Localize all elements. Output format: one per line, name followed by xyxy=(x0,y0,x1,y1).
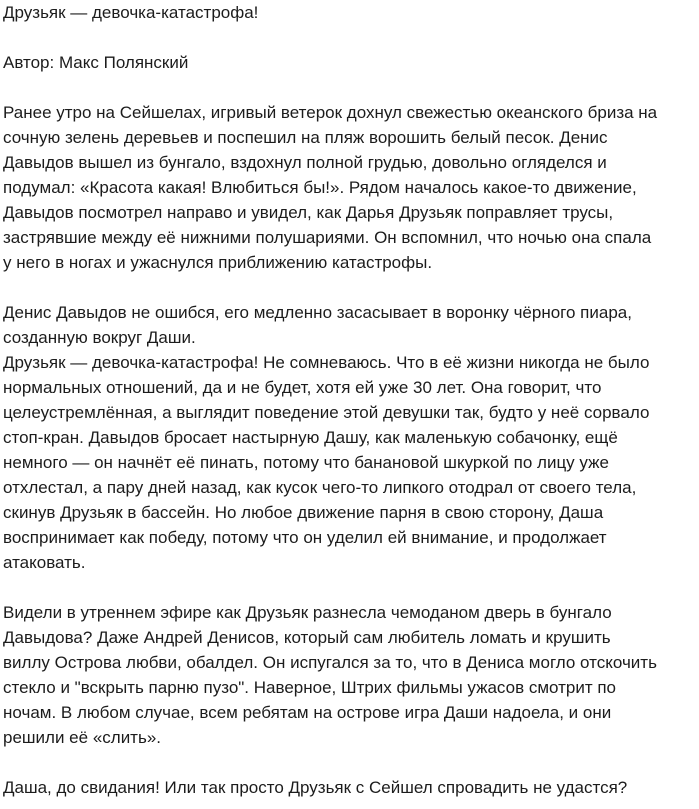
paragraph-line: Давыдов посмотрел направо и увидел, как Дарья Друзьяк поправляет трусы, xyxy=(3,203,614,222)
paragraph-line: подумал: «Красота какая! Влюбиться бы!». Рядом началось какое-то движение, xyxy=(3,178,637,197)
paragraph-line: у него в ногах и ужаснулся приближению катастрофы. xyxy=(3,253,433,272)
paragraph-line: Видели в утреннем эфире как Друзьяк разнесла чемоданом дверь в бунгало xyxy=(3,603,612,622)
paragraph-line: решили её «слить». xyxy=(3,728,162,747)
paragraph-line: сочную зелень деревьев и поспешил на пляж ворошить белый песок. Денис xyxy=(3,128,608,147)
paragraph-line: ночам. В любом случае, всем ребятам на острове игра Даши надоела, и они xyxy=(3,703,612,722)
paragraph-line: виллу Острова любви, обалдел. Он испугался за то, что в Дениса могло отскочить xyxy=(3,653,657,672)
paragraph-line: застрявшие между её нижними полушариями. Он вспомнил, что ночью она спала xyxy=(3,228,652,247)
article-author: Автор: Макс Полянский xyxy=(3,53,189,72)
paragraph-line: отхлестал, а пару дней назад, как кусок чего-то липкого отодрал от своего тела, xyxy=(3,478,637,497)
paragraph-line: стоп-кран. Давыдов бросает настырную Дашу, как маленькую собачонку, ещё xyxy=(3,428,618,447)
paragraph-line: целеустремлённая, а выглядит поведение этой девушки так, будто у неё сорвало xyxy=(3,403,650,422)
paragraph-line: скинув Друзьяк в бассейн. Но любое движение парня в свою сторону, Даша xyxy=(3,503,604,522)
paragraph-line: Ранее утро на Сейшелах, игривый ветерок дохнул свежестью океанского бриза на xyxy=(3,103,658,122)
paragraph-line: Давыдова? Даже Андрей Денисов, который сам любитель ломать и крушить xyxy=(3,628,611,647)
paragraph-line: созданную вокруг Даши. xyxy=(3,328,196,347)
paragraph-line: Даша, до свидания! Или так просто Друзьяк с Сейшел спровадить не удастся? xyxy=(3,778,628,797)
paragraph-line: Давыдов вышел из бунгало, вздохнул полной грудью, довольно огляделся и xyxy=(3,153,607,172)
article-title: Друзьяк — девочка-катастрофа! xyxy=(3,3,259,22)
paragraph-line: воспринимает как победу, потому что он уделил ей внимание, и продолжает xyxy=(3,528,607,547)
paragraph-line: немного — он начнёт её пинать, потому что банановой шкуркой по лицу уже xyxy=(3,453,609,472)
paragraph-line: Друзьяк — девочка-катастрофа! Не сомневаюсь. Что в её жизни никогда не было xyxy=(3,353,650,372)
paragraph-line: нормальных отношений, да и не будет, хотя ей уже 30 лет. Она говорит, что xyxy=(3,378,602,397)
paragraph-line: Денис Давыдов не ошибся, его медленно засасывает в воронку чёрного пиара, xyxy=(3,303,632,322)
paragraph-line: атаковать. xyxy=(3,553,86,572)
paragraph-line: стекло и "вскрыть парню пузо". Наверное, Штрих фильмы ужасов смотрит по xyxy=(3,678,617,697)
